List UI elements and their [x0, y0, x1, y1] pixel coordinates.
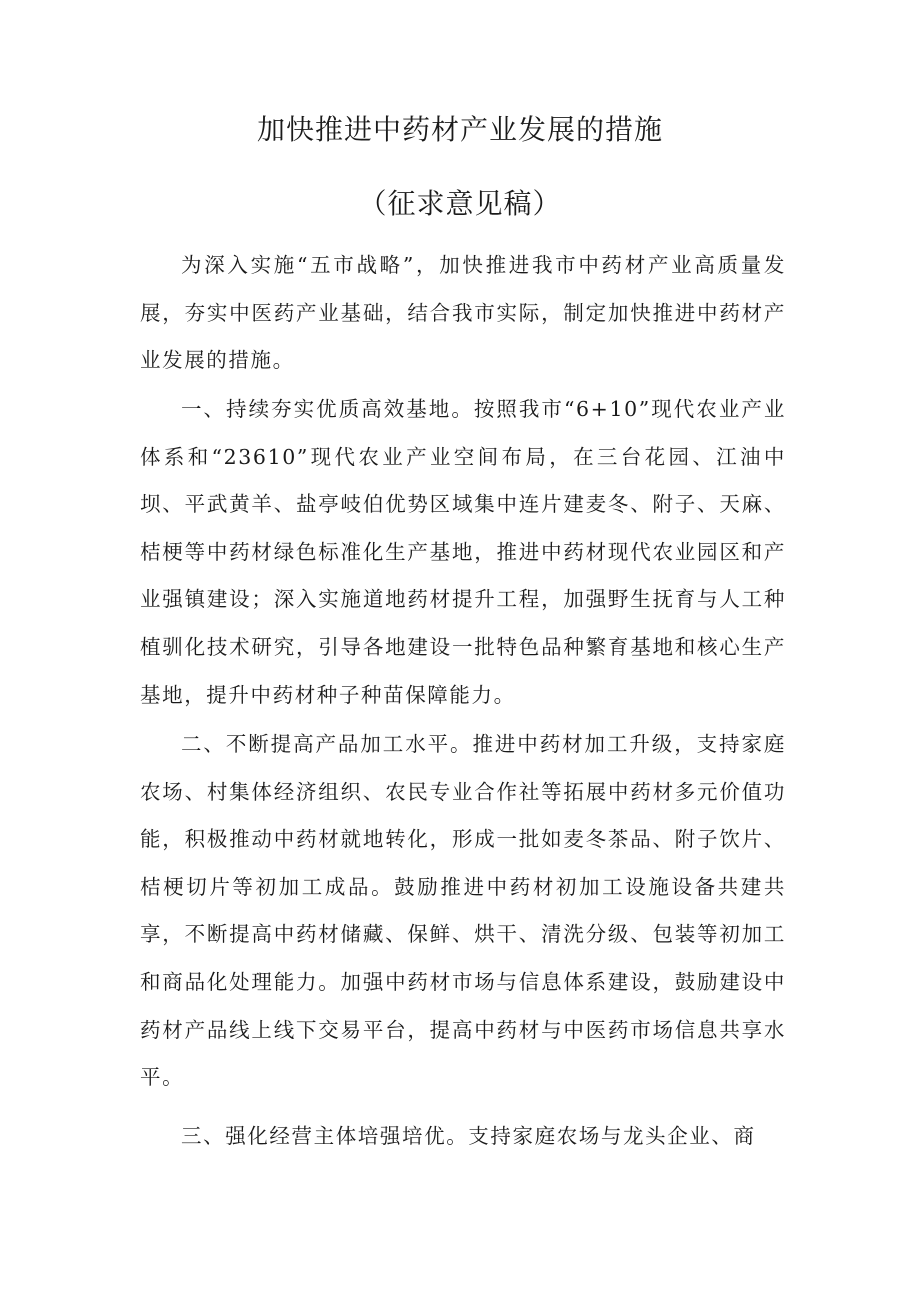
paragraph-section-1: 一、持续夯实优质高效基地。按照我市“6+10”现代农业产业体系和“23610”现代农业产业空间布局，在三台花园、江油中坝、平武黄羊、盐亭岐伯优势区域集中连片建麦冬、附子、天麻、桔梗等中药材绿色标准化生产基地，推进中药材现代农业园区和产业强镇建设；深入实施道地药材提升工程，加强野生抚育与人工种植驯化技术研究，引导各地建设一批特色品种繁育基地和核心生产基地，提升中药材种子种苗保障能力。: [140, 397, 786, 707]
document-title: 加快推进中药材产业发展的措施: [256, 113, 663, 146]
paragraph-intro: 为深入实施“五市战略”，加快推进我市中药材产业高质量发展，夯实中医药产业基础，结合我市实际，制定加快推进中药材产业发展的措施。: [140, 253, 786, 373]
document-subtitle: （征求意见稿）: [358, 187, 562, 220]
paragraph-section-2: 二、不断提高产品加工水平。推进中药材加工升级，支持家庭农场、村集体经济组织、农民专业合作社等拓展中药材多元价值功能，积极推动中药材就地转化，形成一批如麦冬茶品、附子饮片、桔梗切片等初加工成品。鼓励推进中药材初加工设施设备共建共享，不断提高中药材储藏、保鲜、烘干、清洗分级、包装等初加工和商品化处理能力。加强中药材市场与信息体系建设，鼓励建设中药材产品线上线下交易平台，提高中药材与中医药市场信息共享水平。: [140, 732, 786, 1090]
paragraph-section-3: 三、强化经营主体培强培优。支持家庭农场与龙头企业、商: [181, 1124, 756, 1148]
